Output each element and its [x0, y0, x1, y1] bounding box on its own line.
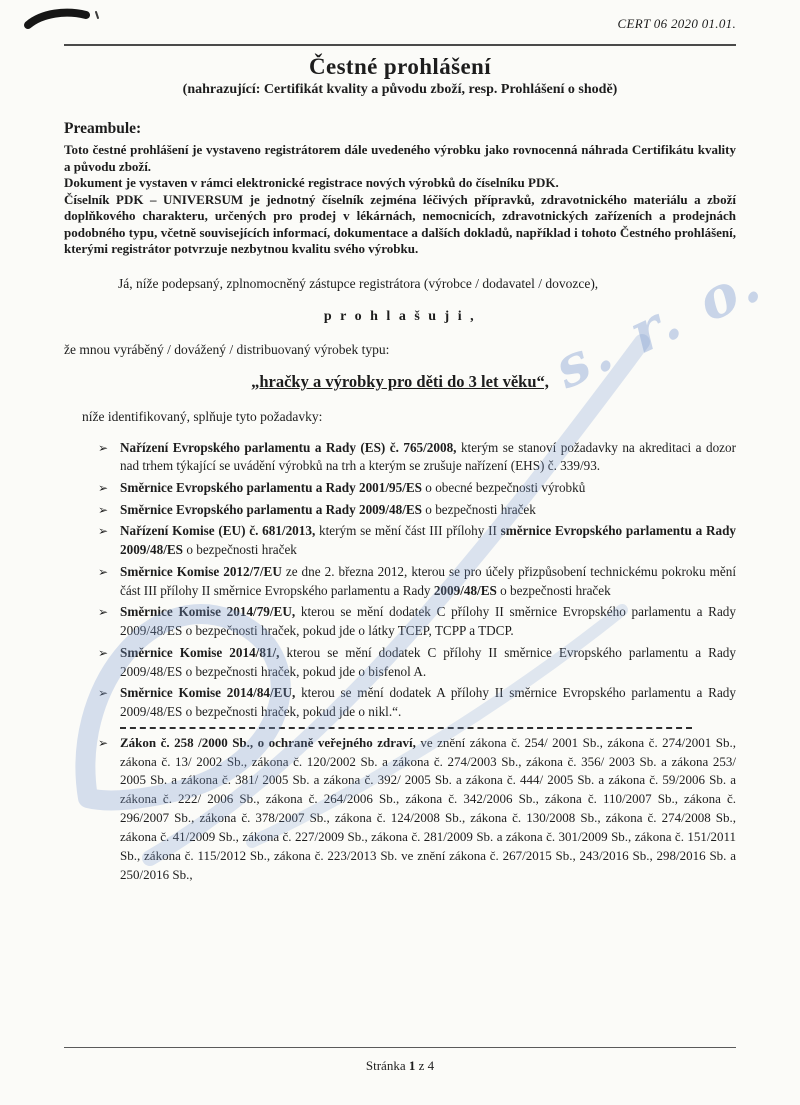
arrow-bullet-icon: ➢ — [98, 735, 109, 750]
requirement-text — [120, 479, 736, 498]
text-segment: Zákon č. 258 /2000 Sb., o ochraně veřejného zdraví, — [120, 734, 416, 750]
arrow-bullet-icon: ➢ — [98, 686, 109, 701]
law-item-text — [120, 734, 736, 885]
requirement-text — [120, 522, 736, 559]
text-segment: kterým se mění část III přílohy II — [315, 523, 501, 539]
text-segment: kterým se stanoví požadavky na akreditaci a dozor nad trhem týkající se uvádění výrobků na trh a kterým se zrušuje nařízení (EHS) č. 339/93. — [120, 439, 737, 474]
page-title: Čestné prohlášení — [308, 54, 492, 79]
requirement-text — [120, 563, 736, 600]
arrow-bullet-icon: ➢ — [98, 564, 109, 579]
page-indicator — [64, 1058, 736, 1074]
arrow-bullet-icon: ➢ — [98, 605, 109, 620]
requirements-list — [64, 439, 736, 722]
footer-rule — [64, 1047, 736, 1048]
requirement-text — [120, 684, 736, 721]
text-segment: směrnice Evropského parlamentu a Rady 2009/48/ES — [120, 523, 736, 558]
requirements-lead: níže identifikovaný, splňuje tyto požadavky: — [82, 408, 323, 424]
text-segment: kterou se mění dodatek A přílohy II směrnice Evropského parlamentu a Rady 2009/48/ES o bezpečnosti hraček, pokud jde o nikl.“. — [120, 685, 736, 720]
text-segment: kterou se mění dodatek C přílohy II směrnice Evropského parlamentu a Rady 2009/48/ES o bezpečnosti hraček, pokud jde o bisfenol A. — [120, 644, 736, 679]
text-segment: o bezpečnosti hraček — [183, 542, 297, 558]
header-rule — [64, 44, 736, 46]
declaration-verb: p r o h l a š u j i , — [323, 308, 477, 324]
dashed-separator — [120, 727, 692, 729]
preambule-paragraph: Číselník PDK – UNIVERSUM je jednotný číselník zejména léčivých přípravků, zdravotnického materiálu a zboží doplňkového charakteru, určených pro prodej v lékárnách, nemocnicích, zdravotnických zařízeních a prodejnách podobného typu, včetně souvisejících informací, dokumentace a dalších dokladů, například i tohoto Čestného prohlášení, kterými registrátor potvrzuje nezbytnou kvalitu svého výrobku. — [64, 191, 736, 256]
requirement-item — [64, 439, 736, 476]
product-type: „hračky a výrobky pro děti do 3 let věku“, — [251, 371, 549, 391]
text-segment: Směrnice Evropského parlamentu a Rady 2009/48/ES — [120, 501, 422, 517]
text-segment: 2009/48/ES — [433, 582, 497, 598]
requirement-item — [64, 563, 736, 600]
text-segment: Nařízení Evropského parlamentu a Rady (ES) č. 765/2008, — [120, 439, 457, 455]
text-segment: kterou se mění dodatek C přílohy II směrnice Evropského parlamentu a Rady 2009/48/ES o bezpečnosti hraček, pokud jde o látky TCEP, TCPP a TDCP. — [120, 604, 736, 639]
requirement-text — [120, 644, 736, 681]
text-segment: Směrnice Komise 2014/81/, — [120, 644, 280, 660]
requirement-text — [120, 603, 736, 640]
product-line: že mnou vyráběný / dovážený / distribuovaný výrobek typu: — [64, 341, 390, 357]
requirement-item — [64, 644, 736, 681]
law-item — [64, 734, 736, 885]
page-indicator-suffix: z 4 — [415, 1058, 435, 1073]
document-code: CERT 06 2020 01.01. — [617, 16, 736, 31]
arrow-bullet-icon: ➢ — [98, 440, 109, 455]
text-segment: ve znění zákona č. 254/ 2001 Sb., zákona č. 274/2001 Sb., zákona č. 13/ 2002 Sb., zákona č. 120/2002 Sb. a zákona č. 274/2003 Sb., zákona č. 356/ 2003 Sb. a zákona 253/ 2005 Sb. a zákona č. 381/ 2005 Sb. a zákona č. 392/ 2005 Sb. a zákona č. 444/ 2005 Sb. a zákona č. 59/2006 Sb. a zákona č. 222/ 2006 Sb., zákona č. 264/2006 Sb., zákona č. 342/2006 Sb., zákona č. 110/2007 Sb., zákona č. 296/2007 Sb., zákona č. 378/2007 Sb., zákona č. 124/2008 Sb., zákona č. 130/2008 Sb., zákona č. 274/2008 Sb., zákona č. 41/2009 Sb., zákona č. 227/2009 Sb., zákona č. 281/2009 Sb. a zákona č. 301/2009 Sb., zákona č. 151/2011 Sb., zákona č. 115/2012 Sb., zákona č. 223/2013 Sb. ve znění zákona č. 267/2015 Sb., 243/2016 Sb., 298/2016 Sb. a 250/2016 Sb., — [120, 734, 737, 882]
text-segment: o bezpečnosti hraček — [496, 582, 611, 598]
page-number: 1 — [408, 1058, 416, 1073]
requirement-item — [64, 479, 736, 498]
text-segment: Směrnice Komise 2012/7/EU — [120, 563, 282, 579]
arrow-bullet-icon: ➢ — [98, 524, 109, 539]
requirement-item — [64, 603, 736, 640]
requirement-text — [120, 439, 736, 476]
requirement-item — [64, 501, 736, 520]
text-segment: Nařízení Komise (EU) č. 681/2013, — [120, 523, 316, 539]
arrow-bullet-icon: ➢ — [98, 645, 109, 660]
text-segment: Směrnice Komise 2014/84/EU, — [120, 685, 296, 701]
text-segment: Směrnice Komise 2014/79/EU, — [120, 604, 296, 620]
arrow-bullet-icon: ➢ — [98, 480, 109, 495]
requirement-item — [64, 684, 736, 721]
preambule-heading: Preambule: — [64, 120, 142, 137]
watermark-text: s. r. o. — [544, 248, 774, 402]
text-segment: Směrnice Evropského parlamentu a Rady 2001/95/ES — [120, 479, 422, 495]
preambule-section — [64, 120, 736, 258]
page-subtitle: (nahrazující: Certifikát kvality a původu zboží, resp. Prohlášení o shodě) — [182, 82, 618, 97]
page-indicator-prefix: Stránka — [365, 1058, 409, 1073]
preambule-paragraph: Dokument je vystaven v rámci elektronické registrace nových výrobků do číselníku PDK. — [64, 175, 559, 190]
declaration-intro: Já, níže podepsaný, zplnomocněný zástupce registrátora (výrobce / dodavatel / dovozce), — [118, 275, 599, 291]
footer — [64, 1047, 736, 1074]
arrow-bullet-icon: ➢ — [98, 502, 109, 517]
text-segment: o obecné bezpečnosti výrobků — [422, 479, 586, 495]
requirement-item — [64, 522, 736, 559]
requirement-text — [120, 501, 736, 520]
text-segment: o bezpečnosti hraček — [422, 501, 536, 517]
text-segment: ze dne 2. března 2012, kterou se pro účely přizpůsobení technickému pokroku mění část III přílohy II směrnice Evropského parlamentu a Rady — [120, 563, 736, 598]
preambule-paragraph: Toto čestné prohlášení je vystaveno registrátorem dále uvedeného výrobku jako rovnocenná náhrada Certifikátu kvality a původu zboží. — [64, 142, 736, 174]
